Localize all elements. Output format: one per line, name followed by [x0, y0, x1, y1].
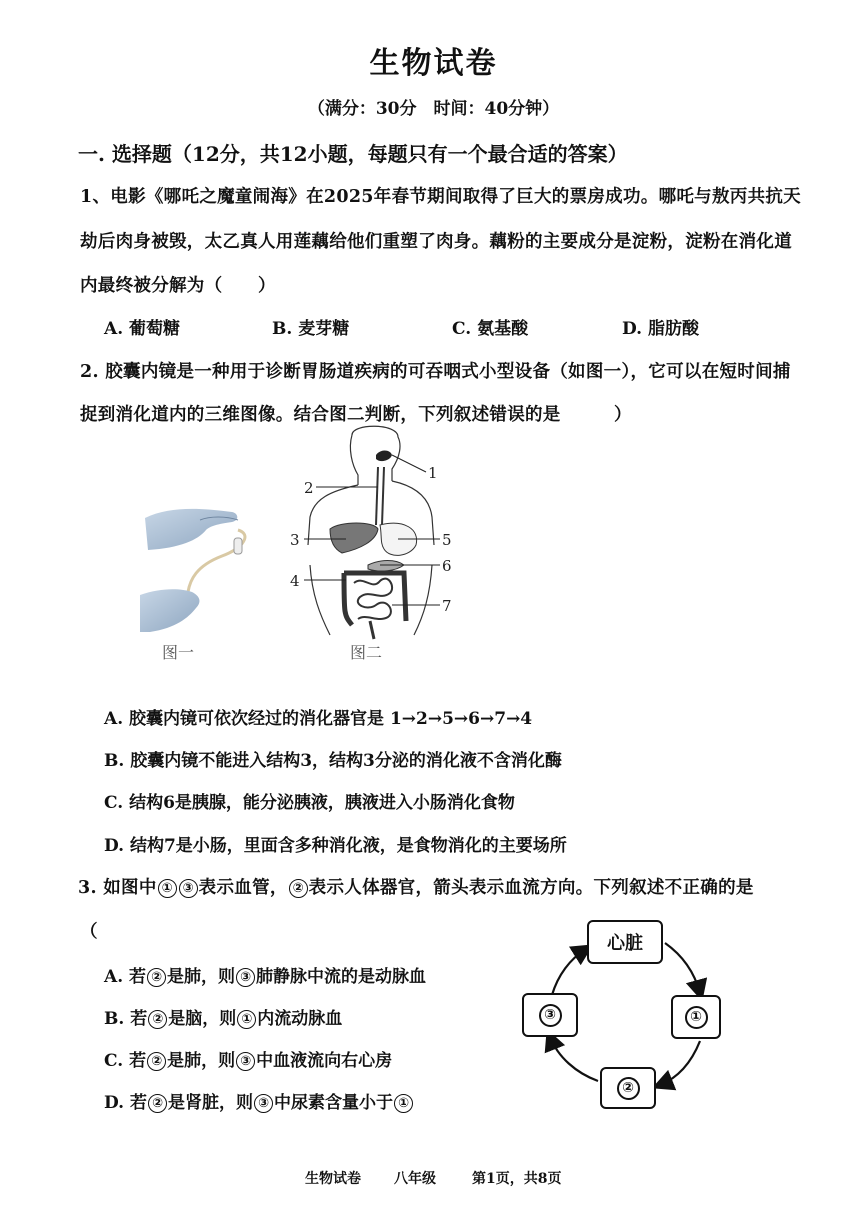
- figure2-label-4: 4: [290, 572, 300, 590]
- capsule-icon: [234, 538, 242, 554]
- q2-option-a: A. 胶囊内镜可依次经过的消化器官是 1→2→5→6→7→4: [104, 709, 533, 729]
- q1-option-b: B. 麦芽糖: [272, 319, 350, 339]
- q2-line2: 捉到消化道内的三维图像。结合图二判断，下列叙述错误的是 ）: [80, 405, 632, 425]
- page-title: 生物试卷: [369, 46, 498, 81]
- mouth-icon: [376, 451, 392, 462]
- q1-option-d: D. 脂肪酸: [622, 319, 699, 339]
- lower-glove-icon: [140, 589, 199, 632]
- arrow-3-to-heart: [552, 949, 586, 995]
- footer-grade: 八年级: [394, 1171, 436, 1187]
- q3-option-b: B. 若 ② 是脑，则 ① 内流动脉血: [104, 1009, 343, 1029]
- figure2-label-5: 5: [442, 531, 452, 549]
- q2-option-b: B. 胶囊内镜不能进入结构3，结构3分泌的消化液不含消化酶: [104, 751, 562, 771]
- upper-glove-icon: [145, 509, 237, 550]
- heart-box: 心脏: [587, 920, 663, 964]
- figure2-label-2: 2: [304, 479, 314, 497]
- q1-line3: 内最终被分解为（ ）: [80, 276, 276, 296]
- figure2-label-1: 1: [428, 464, 438, 482]
- q3-line2: （: [80, 922, 98, 942]
- q2-option-c: C. 结构6是胰腺，能分泌胰液，胰液进入小肠消化食物: [104, 793, 515, 813]
- figure2-label-6: 6: [442, 557, 452, 575]
- page-subtitle: （满分：30分 时间：40分钟）: [307, 99, 560, 119]
- q3-option-a: A. 若 ② 是肺，则 ③ 肺静脉中流的是动脉血: [104, 967, 427, 987]
- q3-option-d: D. 若 ② 是肾脏，则 ③ 中尿素含量小于 ①: [104, 1088, 414, 1113]
- pancreas-icon: [368, 561, 404, 572]
- q3-line1: 3. 如图中 ① ③ 表示血管， ② 表示人体器官，箭头表示血流方向。下列叙述不正确的是: [78, 878, 754, 898]
- head-outline: [352, 426, 400, 481]
- figure2-caption: 图二: [350, 643, 383, 662]
- q2-line1: 2. 胶囊内镜是一种用于诊断胃肠道疾病的可吞咽式小型设备（如图一），它可以在短时间捕: [80, 362, 791, 382]
- q3-option-c: C. 若 ② 是肺，则 ③ 中血液流向右心房: [104, 1051, 393, 1071]
- footer-page-number: 第1页，共8页: [472, 1171, 562, 1187]
- figure2-label-3: 3: [290, 531, 300, 549]
- arrow-2-to-3: [550, 1037, 598, 1081]
- q1-option-a: A. 葡萄糖: [104, 319, 181, 339]
- q2-option-d: D. 结构7是小肠，里面含多种消化液，是食物消化的主要场所: [104, 836, 567, 856]
- figure2-label-7: 7: [442, 597, 452, 615]
- arrow-heart-to-1: [665, 943, 700, 993]
- figure1-caption: 图一: [162, 643, 195, 662]
- large-intestine-icon: [344, 573, 406, 625]
- organ-2-box: ②: [600, 1067, 656, 1109]
- section-heading: 一. 选择题（12分，共12小题，每题只有一个最合适的答案）: [78, 142, 628, 166]
- figure1-capsule-endoscope: [140, 500, 270, 640]
- vessel-1-box: ①: [671, 995, 721, 1039]
- footer-subject: 生物试卷: [305, 1171, 361, 1187]
- liver-icon: [330, 523, 378, 553]
- vessel-3-box: ③: [522, 993, 578, 1037]
- q1-line1: 1、电影《哪吒之魔童闹海》在2025年春节期间取得了巨大的票房成功。哪吒与敖丙共抗天: [80, 187, 801, 207]
- arrow-1-to-2: [660, 1041, 700, 1085]
- small-intestine-icon: [354, 579, 392, 619]
- figure2-digestive-system: [280, 425, 460, 640]
- q1-option-c: C. 氨基酸: [452, 319, 529, 339]
- q1-line2: 劫后肉身被毁，太乙真人用莲藕给他们重塑了肉身。藕粉的主要成分是淀粉，淀粉在消化道: [80, 232, 792, 252]
